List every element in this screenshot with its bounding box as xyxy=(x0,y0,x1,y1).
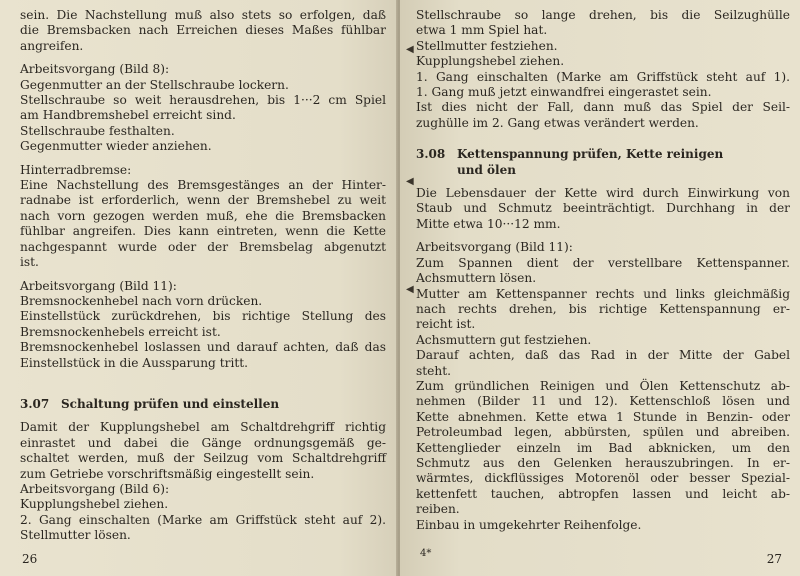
section-title: Kettenspannung prüfen, Kette reinigen xyxy=(457,147,724,162)
section-title: Schaltung prüfen und einstellen xyxy=(61,396,280,411)
text-line: Ist dies nicht der Fall, dann muß das Spiel der Seil- xyxy=(416,100,790,115)
text-line: kettenfett tauchen, abtropfen lassen und leicht ab- xyxy=(416,486,790,501)
right-page xyxy=(400,0,800,576)
text-line: radnabe ist erforderlich, wenn der Bremshebel zu weit xyxy=(20,193,386,208)
margin-arrow-icon: ◀ xyxy=(406,284,414,295)
left-page xyxy=(0,0,398,576)
text-line: einrastet und dabei die Gänge ordnungsgemäß ge- xyxy=(20,435,386,450)
text-line: Mutter am Kettenspanner rechts und links gleichmäßig xyxy=(416,286,790,301)
text-line: Kupplungshebel ziehen. xyxy=(416,54,565,69)
signature-mark: 4* xyxy=(420,548,432,559)
text-line: Arbeitsvorgang (Bild 6): xyxy=(20,481,170,496)
text-line: Kupplungshebel ziehen. xyxy=(20,497,169,512)
text-line: Einbau in umgekehrter Reihenfolge. xyxy=(416,517,642,532)
text-line: Arbeitsvorgang (Bild 11): xyxy=(416,240,573,255)
text-line: etwa 1 mm Spiel hat. xyxy=(416,23,548,38)
text-line: nehmen (Bilder 11 und 12). Kettenschloß lösen und xyxy=(416,394,790,409)
text-line: die Bremsbacken nach Erreichen dieses Maßes fühlbar xyxy=(20,23,386,38)
page-number-left: 26 xyxy=(22,552,38,566)
text-line: steht. xyxy=(416,363,451,378)
text-line: Achsmuttern lösen. xyxy=(416,271,537,286)
text-line: Achsmuttern gut festziehen. xyxy=(416,332,592,347)
text-line: Einstellstück zurückdrehen, bis richtige Stellung des xyxy=(20,309,386,324)
right-text-column xyxy=(416,8,790,533)
text-line: reiben. xyxy=(416,502,460,517)
text-line: Arbeitsvorgang (Bild 8): xyxy=(20,62,170,77)
text-line: nachgespannt wurde oder der Bremsbelag abgenutzt xyxy=(20,239,386,254)
text-line: angreifen. xyxy=(20,38,84,53)
section-title-continued: und ölen xyxy=(457,162,516,177)
text-line: reicht ist. xyxy=(416,317,476,332)
text-line: Stellmutter lösen. xyxy=(20,528,131,543)
text-line: Eine Nachstellung des Bremsgestänges an der Hinter- xyxy=(20,178,386,193)
text-line: 1. Gang einschalten (Marke am Griffstück steht auf 1). xyxy=(416,69,790,84)
text-line: fühlbar angreifen. Dies kann eintreten, wenn die Kette xyxy=(20,224,386,239)
text-line: Hinterradbremse: xyxy=(20,162,132,177)
margin-arrow-icon: ◀ xyxy=(406,44,414,55)
section-number: 3.07 xyxy=(20,396,50,411)
text-line: Gegenmutter wieder anziehen. xyxy=(20,139,212,154)
left-text-column xyxy=(20,8,386,544)
text-line: Mitte etwa 10···12 mm. xyxy=(416,216,561,231)
section-heading-3-07 xyxy=(20,397,386,412)
text-line: Stellschraube so weit herausdrehen, bis 1···2 cm Spiel xyxy=(20,93,386,108)
text-line: ist. xyxy=(20,255,39,270)
text-line: Staub und Schmutz beeinträchtigt. Durchhang in der xyxy=(416,201,790,216)
text-line: zughülle im 2. Gang etwas verändert werden. xyxy=(416,115,699,130)
text-line: nach rechts drehen, bis richtige Kettenspannung er- xyxy=(416,301,790,316)
section-heading-3-08 xyxy=(416,147,790,162)
text-line: Bremsnockenhebel nach vorn drücken. xyxy=(20,293,263,308)
text-line: Zum Spannen dient der verstellbare Kettenspanner. xyxy=(416,255,790,270)
text-line: Stellschraube festhalten. xyxy=(20,123,175,138)
text-line: Bremsnockenhebel loslassen und darauf achten, daß das xyxy=(20,340,386,355)
text-line: Bremsnockenhebels erreicht ist. xyxy=(20,324,221,339)
text-line: Zum gründlichen Reinigen und Ölen Kettenschutz ab- xyxy=(416,378,790,393)
text-line: Stellmutter festziehen. xyxy=(416,38,558,53)
text-line: Damit der Kupplungshebel am Schaltdrehgriff richtig xyxy=(20,420,386,435)
text-line: wärmtes, dickflüssiges Motorenöl oder besser Spezial- xyxy=(416,471,790,486)
text-line: Einstellstück in die Aussparung tritt. xyxy=(20,355,249,370)
page-number-right: 27 xyxy=(766,552,782,566)
text-line: Stellschraube so lange drehen, bis die Seilzughülle xyxy=(416,8,790,22)
text-line: Petroleumbad legen, abbürsten, spülen und abreiben. xyxy=(416,425,790,440)
text-line: Die Lebensdauer der Kette wird durch Einwirkung von xyxy=(416,186,790,201)
text-line: 1. Gang muß jetzt einwandfrei eingerastet sein. xyxy=(416,85,712,100)
text-line: nach vorn gezogen werden muß, ehe die Bremsbacken xyxy=(20,208,386,223)
text-line: Darauf achten, daß das Rad in der Mitte der Gabel xyxy=(416,348,790,363)
text-line: 2. Gang einschalten (Marke am Griffstück steht auf 2). xyxy=(20,512,386,527)
text-line: Kette abnehmen. Kette etwa 1 Stunde in Benzin- oder xyxy=(416,409,790,424)
text-line: Kettenglieder einzeln im Bad abknicken, um den xyxy=(416,440,790,455)
section-number: 3.08 xyxy=(416,147,446,162)
text-line: schaltet werden, muß der Seilzug vom Schaltdrehgriff xyxy=(20,451,386,466)
text-line: Schmutz aus den Gelenken herauszubringen. In er- xyxy=(416,455,790,470)
text-line: sein. Die Nachstellung muß also stets so erfolgen, daß xyxy=(20,8,386,22)
text-line: Gegenmutter an der Stellschraube lockern. xyxy=(20,77,289,92)
text-line: Arbeitsvorgang (Bild 11): xyxy=(20,278,177,293)
margin-arrow-icon: ◀ xyxy=(406,176,414,187)
text-line: zum Getriebe vorschriftsmäßig eingestellt sein. xyxy=(20,466,315,481)
text-line: am Handbremshebel erreicht sind. xyxy=(20,108,236,123)
